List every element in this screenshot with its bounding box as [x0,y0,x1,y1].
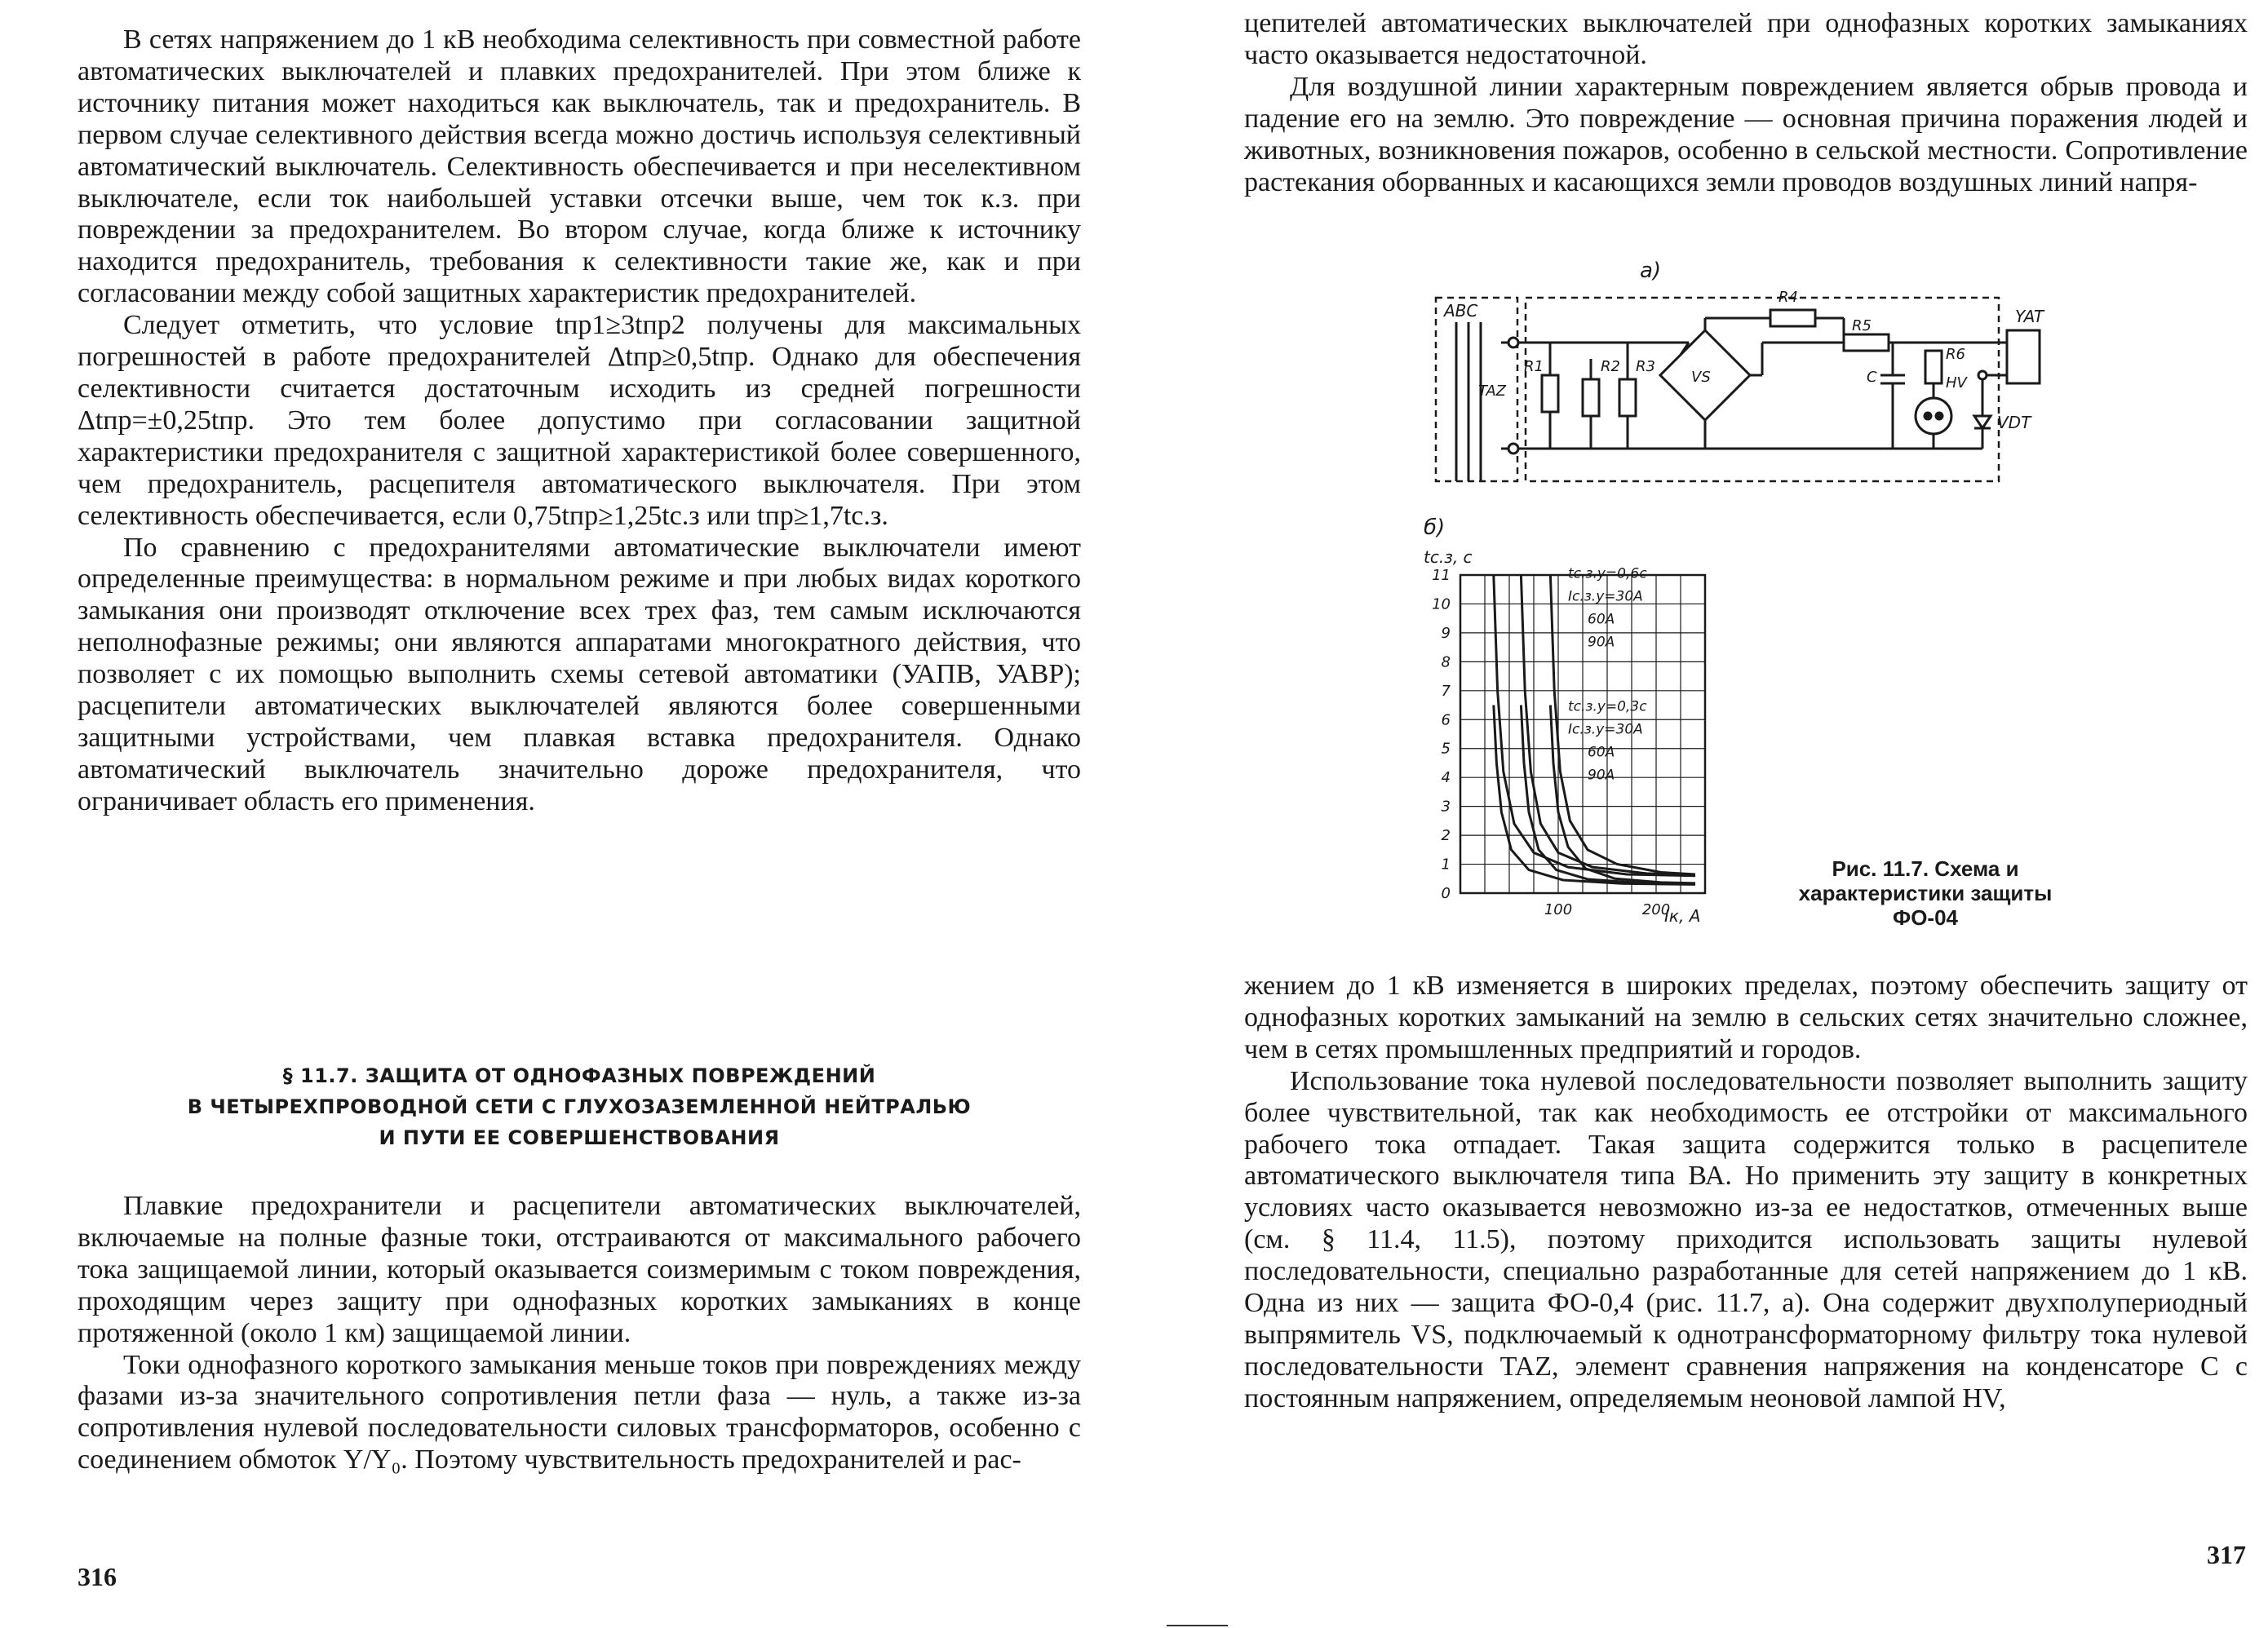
yat-coil [2007,330,2040,383]
paragraph: цепителей автоматических выключателей при однофазных коротких замыканиях часто оказывается недостаточной. [1244,8,2248,70]
right-page [1175,0,2268,1628]
paragraph: Токи однофазного короткого замыкания меньше токов при повреждениях между фазами из-за значительного сопротивления петли фаза — нуль, а также из-за сопротивления нулевой последовательности силовых трансформаторов, особенно с соединением обмоток Y/Y₀. Поэтому чувствительность предохранителей и рас- [78,1349,1081,1475]
y-tick-label: 10 [1432,595,1451,613]
y-tick-label: 9 [1441,624,1451,642]
r3-label: R3 [1636,358,1655,375]
heading-line: И ПУТИ ЕЕ СОВЕРШЕНСТВОВАНИЯ [379,1126,780,1149]
y-tick-label: 4 [1441,769,1451,787]
series-label: Iс.з.у=30А [1568,588,1643,605]
r5-resistor [1844,334,1889,351]
terminal [1508,338,1518,347]
circuit-diagram [1420,253,2154,498]
left-text-top [78,24,1081,818]
phase-label: ABC [1444,301,1478,321]
taz-label: TAZ [1478,383,1506,400]
series-label: 90А [1588,767,1615,784]
terminal [1508,444,1518,453]
yat-label: YAT [2015,307,2044,326]
c-label: C [1867,369,1877,386]
paragraph: жением до 1 кВ изменяется в широких пределах, поэтому обеспечить защиту от однофазных коротких замыканий на землю в сельских сетях значительно сложнее, чем в сетях промышленных предприятий и городов. [1244,971,2248,1064]
chart-grid [1432,567,1705,918]
y-tick-label: 1 [1441,856,1451,874]
hv-electrode [1925,413,1931,419]
vdt-thyristor [1974,416,1991,428]
y-tick-label: 7 [1441,682,1451,700]
r1-resistor [1542,375,1558,412]
x-axis-label: Iк, А [1664,906,1701,926]
caption-line: ФО-04 [1893,905,1958,930]
paragraph: Для воздушной линии характерным повреждением является обрыв провода и падение его на землю. Это повреждение — основная причина поражения людей и животных, возникновения пожаров, особенно в сельской местности. Сопротивление растекания оборванных и касающихся земли проводов воздушных линий напря- [1244,71,2248,197]
y-axis-label: tс.з, с [1424,547,1473,567]
vdt-label: VDT [1997,413,2031,432]
r3-resistor [1619,379,1636,416]
hv-label: HV [1946,374,1967,392]
section-heading [78,1060,1081,1153]
y-tick-label: 6 [1441,711,1451,729]
y-tick-label: 2 [1441,827,1451,845]
page-number: 317 [2207,1540,2246,1569]
caption-line: Рис. 11.7. Схема и характеристики защиты [1798,856,2053,905]
series-label: 60А [1588,744,1615,761]
y-tick-label: 11 [1432,567,1451,584]
heading-line: § 11.7. ЗАЩИТА ОТ ОДНОФАЗНЫХ ПОВРЕЖДЕНИЙ [282,1064,876,1087]
hv-lamp [1916,398,1951,434]
series-setting-label: tс.з.у=0,3с [1568,698,1647,715]
right-text-top [1244,8,2248,198]
paragraph: Использование тока нулевой последовательности позволяет выполнить защиту более чувствительной, так как необходимость ее отстройки от максимального рабочего тока отпадает. Такая защита содержится только в расцепителе автоматического выключателя типа ВА. Но применить эту защиту в конкретных условиях часто оказывается невозможно из-за ее недостатков, отмеченных выше (см. § 11.4, 11.5), поэтому приходится использовать защиты нулевой последовательности, специально разработанные для сетей напряжением до 1 кВ. Одна из них — защита ФО-0,4 (рис. 11.7, а). Она содержит двухполупериодный выпрямитель VS, подключаемый к однотрансформаторному фильтру тока нулевой последовательности TAZ, элемент сравнения напряжения на конденсаторе C с постоянным напряжением, определяемым неоновой лампой HV, [1244,1065,2248,1413]
figure-caption [1762,856,2089,930]
r6-label: R6 [1946,346,1965,363]
r1-label: R1 [1524,358,1544,375]
paragraph: По сравнению с предохранителями автоматические выключатели имеют определенные преимущества: в нормальном режиме и при любых видах короткого замыкания они производят отключение всех трех фаз, тем самым исключаются неполнофазные режимы; они являются аппаратами многократного действия, что позволяет с их помощью выполнить схемы сетевой автоматики (УАПВ, УАВР); расцепители автоматических выключателей являются более совершенными защитными устройствами, чем плавкая вставка предохранителя. Однако автоматический выключатель значительно дороже предохранителя, что ограничивает область его применения. [78,532,1081,816]
right-text-bottom [1244,971,2248,1415]
series-label: 90А [1588,634,1615,651]
paragraph: В сетях напряжением до 1 кВ необходима селективность при совместной работе автоматических выключателей и плавких предохранителей. При этом ближе к источнику питания может находиться как выключатель, так и предохранитель. В первом случае селективного действия всегда можно достичь используя селективный автоматический выключатель. Селективность обеспечивается и при неселективном выключателе, если ток наибольшей уставки отсечки выше, чем ток к.з. при повреждении за предохранителем. Во втором случае, когда ближе к источнику находится предохранитель, требования к селективности такие же, как и при согласовании между собой защитных характеристик предохранителей. [78,24,1081,309]
r2-label: R2 [1601,358,1620,375]
r4-label: R4 [1779,289,1798,306]
heading-line: В ЧЕТЫРЕХПРОВОДНОЙ СЕТИ С ГЛУХОЗАЗЕМЛЕННОЙ НЕЙТРАЛЬЮ [187,1095,972,1118]
characteristics-chart [1420,514,1762,938]
figure-label-a: а) [1640,259,1662,283]
r5-label: R5 [1852,317,1872,334]
series-label: Iс.з.у=30А [1568,721,1643,738]
r4-resistor [1770,310,1815,326]
y-tick-label: 5 [1441,740,1451,758]
page-number: 316 [78,1562,117,1591]
r2-resistor [1583,379,1599,416]
terminal [1978,371,1987,379]
bottom-rule [1167,1625,1228,1626]
left-text-bottom [78,1191,1081,1476]
paragraph: Следует отметить, что условие tпр1≥3tпр2 получены для максимальных погрешностей в работе предохранителей Δtпр≥0,5tпр. Однако для обеспечения селективности считается достаточным исходить из средней погрешности Δtпр=±0,25tпр. Это тем более допустимо при согласовании защитной характеристики предохранителя с защитной характеристикой более совершенного, чем предохранитель, расцепителя автоматического выключателя. При этом селективность обеспечивается, если 0,75tпр≥1,25tс.з или tпр≥1,7tс.з. [78,310,1081,531]
x-tick-label: 200 [1641,901,1671,918]
y-tick-label: 3 [1441,798,1451,816]
y-tick-label: 0 [1441,885,1451,902]
x-tick-label: 100 [1544,901,1573,918]
y-tick-label: 8 [1441,653,1451,671]
r6-resistor [1925,351,1942,383]
paragraph: Плавкие предохранители и расцепители автоматических выключателей, включаемые на полные фазные токи, отстраиваются от максимального рабочего тока защищаемой линии, который оказывается соизмеримым с током повреждения, проходящим через защиту при однофазных коротких замыканиях в конце протяженной (около 1 км) защищаемой линии. [78,1191,1081,1348]
vs-label: VS [1691,369,1711,386]
hv-electrode [1936,413,1942,419]
figure-label-b: б) [1424,515,1446,540]
series-label: 60А [1588,611,1615,628]
series-setting-label: tс.з.у=0,6с [1568,565,1647,582]
